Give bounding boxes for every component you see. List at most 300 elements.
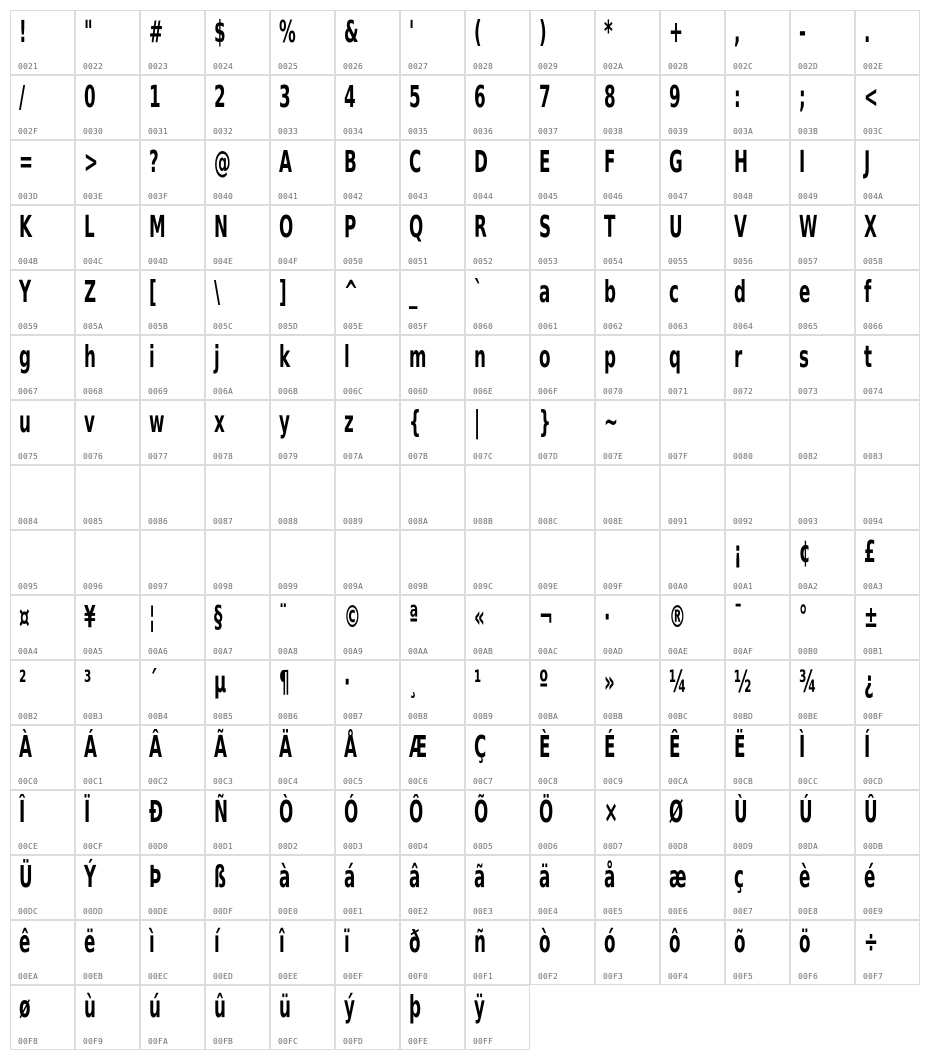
glyph-sample: ": [84, 15, 93, 50]
glyph-cell: [660, 335, 725, 400]
glyph-sample: d: [734, 275, 746, 310]
glyph-codepoint-label: 00B0: [798, 647, 819, 656]
glyph-codepoint-label: 0079: [278, 452, 299, 461]
glyph-cell: [530, 10, 595, 75]
glyph-sample: ·: [344, 665, 351, 700]
glyph-sample: û: [214, 990, 226, 1025]
glyph-cell: [725, 660, 790, 725]
glyph-codepoint-label: 00F4: [668, 972, 689, 981]
glyph-codepoint-label: 0074: [863, 387, 884, 396]
glyph-codepoint-label: 00EB: [83, 972, 104, 981]
glyph-codepoint-label: 0054: [603, 257, 624, 266]
glyph-codepoint-label: 005D: [278, 322, 299, 331]
glyph-codepoint-label: 0040: [213, 192, 234, 201]
glyph-codepoint-label: 00CE: [18, 842, 39, 851]
glyph-sample: ¢: [799, 535, 811, 570]
glyph-codepoint-label: 0066: [863, 322, 884, 331]
glyph-sample: 7: [539, 80, 551, 115]
glyph-codepoint-label: 00F7: [863, 972, 884, 981]
glyph-codepoint-label: 00B4: [148, 712, 169, 721]
glyph-sample: G: [669, 145, 683, 180]
glyph-codepoint-label: 0050: [343, 257, 364, 266]
glyph-codepoint-label: 0057: [798, 257, 819, 266]
glyph-sample: Ç: [474, 730, 487, 765]
glyph-sample: .: [864, 15, 871, 50]
glyph-cell: [140, 400, 205, 465]
glyph-cell: [335, 595, 400, 660]
glyph-codepoint-label: 0078: [213, 452, 234, 461]
glyph-sample: ¯: [734, 600, 743, 635]
glyph-sample: ´: [149, 665, 158, 700]
glyph-codepoint-label: 002A: [603, 62, 624, 71]
glyph-sample: ð: [409, 925, 421, 960]
glyph-sample: á: [344, 860, 356, 895]
glyph-cell: [400, 985, 465, 1050]
glyph-cell: [595, 400, 660, 465]
glyph-codepoint-label: 00BE: [798, 712, 819, 721]
glyph-cell: [660, 855, 725, 920]
glyph-sample: c: [669, 275, 679, 310]
glyph-cell: [595, 530, 660, 595]
glyph-cell: [530, 855, 595, 920]
glyph-cell: [790, 465, 855, 530]
glyph-sample: Ì: [799, 730, 806, 765]
glyph-sample: ?: [149, 145, 159, 180]
glyph-sample: Ù: [734, 795, 748, 830]
glyph-cell: [465, 920, 530, 985]
glyph-codepoint-label: 00A2: [798, 582, 819, 591]
glyph-cell: [400, 595, 465, 660]
glyph-sample: þ: [409, 990, 421, 1025]
glyph-sample: !: [19, 15, 27, 50]
glyph-sample: u: [19, 405, 31, 440]
glyph-sample: 5: [409, 80, 421, 115]
glyph-sample: ]: [279, 275, 287, 310]
glyph-cell: [270, 530, 335, 595]
glyph-cell: [75, 75, 140, 140]
glyph-codepoint-label: 00DA: [798, 842, 819, 851]
glyph-cell: [270, 465, 335, 530]
glyph-cell: [205, 75, 270, 140]
glyph-codepoint-label: 00AC: [538, 647, 559, 656]
glyph-cell: [855, 205, 920, 270]
glyph-sample: N: [214, 210, 229, 245]
glyph-cell: [205, 790, 270, 855]
glyph-sample: v: [84, 405, 95, 440]
glyph-cell: [270, 790, 335, 855]
glyph-codepoint-label: 00D0: [148, 842, 169, 851]
glyph-codepoint-label: 002D: [798, 62, 819, 71]
glyph-codepoint-label: 00AF: [733, 647, 754, 656]
glyph-codepoint-label: 0062: [603, 322, 624, 331]
glyph-sample: Õ: [474, 795, 489, 830]
glyph-codepoint-label: 0069: [148, 387, 169, 396]
glyph-codepoint-label: 0093: [798, 517, 819, 526]
glyph-codepoint-label: 00CF: [83, 842, 104, 851]
glyph-codepoint-label: 00D5: [473, 842, 494, 851]
glyph-codepoint-label: 005E: [343, 322, 364, 331]
glyph-codepoint-label: 002E: [863, 62, 884, 71]
glyph-cell: [855, 10, 920, 75]
glyph-cell: [335, 790, 400, 855]
glyph-cell: [855, 270, 920, 335]
glyph-codepoint-label: 00BF: [863, 712, 884, 721]
glyph-cell: [530, 725, 595, 790]
glyph-codepoint-label: 00DC: [18, 907, 39, 916]
glyph-cell: [790, 790, 855, 855]
glyph-codepoint-label: 006B: [278, 387, 299, 396]
glyph-codepoint-label: 0043: [408, 192, 429, 201]
glyph-codepoint-label: 0021: [18, 62, 39, 71]
glyph-cell: [140, 10, 205, 75]
glyph-cell: [140, 205, 205, 270]
glyph-codepoint-label: 0031: [148, 127, 169, 136]
glyph-codepoint-label: 009F: [603, 582, 624, 591]
glyph-codepoint-label: 0058: [863, 257, 884, 266]
glyph-codepoint-label: 007E: [603, 452, 624, 461]
glyph-codepoint-label: 009A: [343, 582, 364, 591]
glyph-cell: [10, 660, 75, 725]
glyph-cell: [400, 790, 465, 855]
glyph-codepoint-label: 002C: [733, 62, 754, 71]
glyph-codepoint-label: 0072: [733, 387, 754, 396]
glyph-cell: [855, 920, 920, 985]
glyph-codepoint-label: 00FB: [213, 1037, 234, 1046]
glyph-cell: [205, 465, 270, 530]
glyph-cell: [660, 725, 725, 790]
glyph-codepoint-label: 00E8: [798, 907, 819, 916]
glyph-codepoint-label: 00FE: [408, 1037, 429, 1046]
glyph-codepoint-label: 00CB: [733, 777, 754, 786]
glyph-sample: Ê: [669, 730, 681, 765]
glyph-cell: [205, 530, 270, 595]
glyph-sample: e: [799, 275, 811, 310]
glyph-codepoint-label: 0098: [213, 582, 234, 591]
glyph-sample: Ò: [279, 795, 294, 830]
glyph-codepoint-label: 009C: [473, 582, 494, 591]
glyph-codepoint-label: 0065: [798, 322, 819, 331]
glyph-cell: [75, 725, 140, 790]
glyph-cell: [465, 10, 530, 75]
glyph-sample: M: [149, 210, 166, 245]
glyph-cell: [335, 10, 400, 75]
glyph-codepoint-label: 00CC: [798, 777, 819, 786]
glyph-codepoint-label: 0063: [668, 322, 689, 331]
glyph-sample: &: [344, 15, 359, 50]
glyph-codepoint-label: 00DF: [213, 907, 234, 916]
glyph-sample: f: [864, 275, 872, 310]
glyph-cell: [465, 270, 530, 335]
glyph-sample: ¬: [539, 600, 554, 635]
glyph-sample: A: [279, 145, 292, 180]
glyph-cell: [530, 595, 595, 660]
glyph-cell: [75, 465, 140, 530]
glyph-cell: [75, 660, 140, 725]
glyph-sample: Ó: [344, 795, 359, 830]
glyph-codepoint-label: 0075: [18, 452, 39, 461]
glyph-sample: ~: [604, 405, 619, 440]
glyph-sample: X: [864, 210, 877, 245]
glyph-cell: [270, 205, 335, 270]
glyph-codepoint-label: 0047: [668, 192, 689, 201]
glyph-cell: [790, 855, 855, 920]
glyph-codepoint-label: 0046: [603, 192, 624, 201]
glyph-codepoint-label: 0059: [18, 322, 39, 331]
glyph-sample: Ö: [539, 795, 554, 830]
glyph-cell: [855, 725, 920, 790]
glyph-sample: y: [279, 405, 290, 440]
glyph-cell: [595, 725, 660, 790]
glyph-sample: Á: [84, 730, 97, 765]
glyph-cell: [400, 400, 465, 465]
glyph-codepoint-label: 0099: [278, 582, 299, 591]
glyph-cell: [140, 855, 205, 920]
glyph-cell: [205, 985, 270, 1050]
glyph-sample: a: [539, 275, 551, 310]
glyph-codepoint-label: 0083: [863, 452, 884, 461]
glyph-sample: P: [344, 210, 357, 245]
glyph-cell: [595, 75, 660, 140]
glyph-cell: [465, 465, 530, 530]
glyph-cell: [660, 920, 725, 985]
glyph-cell: [725, 335, 790, 400]
glyph-codepoint-label: 0032: [213, 127, 234, 136]
glyph-cell: [205, 400, 270, 465]
glyph-cell: [270, 335, 335, 400]
glyph-codepoint-label: 00CD: [863, 777, 884, 786]
glyph-sample: S: [539, 210, 552, 245]
glyph-cell: [10, 920, 75, 985]
glyph-sample: ö: [799, 925, 811, 960]
glyph-codepoint-label: 00B7: [343, 712, 364, 721]
glyph-sample: ¤: [19, 600, 30, 635]
glyph-cell: [725, 400, 790, 465]
glyph-cell: [660, 75, 725, 140]
glyph-codepoint-label: 00EC: [148, 972, 169, 981]
glyph-sample: §: [214, 600, 223, 635]
glyph-codepoint-label: 005B: [148, 322, 169, 331]
glyph-cell: [725, 10, 790, 75]
glyph-cell: [205, 595, 270, 660]
glyph-sample: ±: [864, 600, 879, 635]
glyph-cell: [140, 985, 205, 1050]
glyph-codepoint-label: 004A: [863, 192, 884, 201]
glyph-sample: Â: [149, 730, 162, 765]
glyph-sample: h: [84, 340, 96, 375]
glyph-sample: Ë: [734, 730, 746, 765]
glyph-sample: %: [279, 15, 296, 50]
glyph-codepoint-label: 0041: [278, 192, 299, 201]
glyph-cell: [10, 205, 75, 270]
glyph-codepoint-label: 0092: [733, 517, 754, 526]
glyph-codepoint-label: 007C: [473, 452, 494, 461]
glyph-cell: [530, 335, 595, 400]
glyph-cell: [530, 205, 595, 270]
glyph-codepoint-label: 00E3: [473, 907, 494, 916]
glyph-sample: J: [864, 145, 871, 180]
glyph-sample: T: [604, 210, 616, 245]
glyph-sample: D: [474, 145, 488, 180]
glyph-codepoint-label: 00B9: [473, 712, 494, 721]
glyph-codepoint-label: 00DD: [83, 907, 104, 916]
glyph-codepoint-label: 0080: [733, 452, 754, 461]
glyph-codepoint-label: 00AD: [603, 647, 624, 656]
glyph-codepoint-label: 0052: [473, 257, 494, 266]
glyph-cell: [855, 400, 920, 465]
glyph-codepoint-label: 0095: [18, 582, 39, 591]
glyph-cell: [75, 205, 140, 270]
glyph-codepoint-label: 006F: [538, 387, 559, 396]
glyph-cell: [140, 75, 205, 140]
glyph-sample: ú: [149, 990, 161, 1025]
glyph-cell: [205, 205, 270, 270]
glyph-sample: ¶: [279, 665, 290, 700]
glyph-codepoint-label: 00C6: [408, 777, 429, 786]
glyph-cell: [530, 660, 595, 725]
glyph-codepoint-label: 00A3: [863, 582, 884, 591]
glyph-cell: [725, 595, 790, 660]
glyph-cell: [335, 205, 400, 270]
glyph-cell: [790, 335, 855, 400]
glyph-codepoint-label: 0094: [863, 517, 884, 526]
glyph-sample: î: [279, 925, 285, 960]
glyph-sample: Ý: [84, 860, 97, 895]
glyph-codepoint-label: 0067: [18, 387, 39, 396]
glyph-cell: [335, 725, 400, 790]
glyph-sample: j: [214, 340, 220, 375]
glyph-cell: [595, 205, 660, 270]
glyph-codepoint-label: 00BB: [603, 712, 624, 721]
glyph-sample: *: [604, 15, 613, 50]
glyph-codepoint-label: 008E: [603, 517, 624, 526]
glyph-sample: ë: [84, 925, 96, 960]
glyph-cell: [270, 140, 335, 205]
glyph-sample: =: [19, 145, 34, 180]
glyph-codepoint-label: 0030: [83, 127, 104, 136]
glyph-sample: ½: [734, 665, 752, 700]
glyph-cell: [10, 790, 75, 855]
glyph-cell: [465, 75, 530, 140]
glyph-sample: ;: [799, 80, 806, 115]
glyph-codepoint-label: 00C8: [538, 777, 559, 786]
glyph-codepoint-label: 00C2: [148, 777, 169, 786]
glyph-codepoint-label: 0089: [343, 517, 364, 526]
glyph-codepoint-label: 00B6: [278, 712, 299, 721]
glyph-sample: Ø: [669, 795, 684, 830]
glyph-codepoint-label: 0084: [18, 517, 39, 526]
glyph-cell: [465, 140, 530, 205]
glyph-codepoint-label: 008A: [408, 517, 429, 526]
glyph-sample: ù: [84, 990, 96, 1025]
glyph-codepoint-label: 00F9: [83, 1037, 104, 1046]
glyph-cell: [10, 985, 75, 1050]
glyph-cell: [270, 595, 335, 660]
glyph-codepoint-label: 00D6: [538, 842, 559, 851]
glyph-cell: [205, 855, 270, 920]
glyph-cell: [10, 140, 75, 205]
glyph-codepoint-label: 005F: [408, 322, 429, 331]
glyph-codepoint-label: 007F: [668, 452, 689, 461]
glyph-sample: C: [409, 145, 422, 180]
glyph-cell: [790, 595, 855, 660]
glyph-codepoint-label: 0086: [148, 517, 169, 526]
glyph-cell: [140, 790, 205, 855]
glyph-cell: [75, 595, 140, 660]
glyph-codepoint-label: 0044: [473, 192, 494, 201]
glyph-sample: 6: [474, 80, 486, 115]
glyph-sample: ^: [344, 275, 359, 310]
glyph-sample: Z: [84, 275, 97, 310]
glyph-cell: [205, 270, 270, 335]
glyph-codepoint-label: 00A7: [213, 647, 234, 656]
glyph-cell: [75, 790, 140, 855]
glyph-codepoint-label: 00E7: [733, 907, 754, 916]
glyph-cell: [725, 530, 790, 595]
glyph-cell: [660, 660, 725, 725]
glyph-codepoint-label: 00FA: [148, 1037, 169, 1046]
glyph-codepoint-label: 00B5: [213, 712, 234, 721]
glyph-codepoint-label: 004E: [213, 257, 234, 266]
glyph-sample: w: [149, 405, 165, 440]
glyph-codepoint-label: 0073: [798, 387, 819, 396]
glyph-cell: [270, 920, 335, 985]
glyph-cell: [725, 920, 790, 985]
glyph-sample: ê: [19, 925, 31, 960]
glyph-codepoint-label: 004D: [148, 257, 169, 266]
glyph-codepoint-label: 0027: [408, 62, 429, 71]
glyph-codepoint-label: 0023: [148, 62, 169, 71]
glyph-cell: [400, 465, 465, 530]
glyph-cell: [725, 465, 790, 530]
glyph-cell: [790, 530, 855, 595]
glyph-codepoint-label: 0035: [408, 127, 429, 136]
glyph-sample: Ú: [799, 795, 813, 830]
glyph-sample: ó: [604, 925, 616, 960]
glyph-sample: ·: [604, 600, 611, 635]
glyph-cell: [725, 270, 790, 335]
glyph-codepoint-label: 00C3: [213, 777, 234, 786]
glyph-sample: L: [84, 210, 95, 245]
glyph-codepoint-label: 0024: [213, 62, 234, 71]
glyph-codepoint-label: 006C: [343, 387, 364, 396]
glyph-cell: [10, 530, 75, 595]
glyph-sample: ': [409, 15, 415, 50]
glyph-cell: [400, 335, 465, 400]
glyph-codepoint-label: 00A8: [278, 647, 299, 656]
glyph-sample: ø: [19, 990, 31, 1025]
glyph-cell: [790, 660, 855, 725]
glyph-sample: x: [214, 405, 225, 440]
glyph-codepoint-label: 00ED: [213, 972, 234, 981]
glyph-codepoint-label: 00E2: [408, 907, 429, 916]
glyph-cell: [335, 920, 400, 985]
glyph-sample: V: [734, 210, 747, 245]
glyph-sample: Ã: [214, 730, 227, 765]
glyph-cell: [335, 270, 400, 335]
glyph-sample: µ: [214, 665, 227, 700]
glyph-sample: q: [669, 340, 681, 375]
glyph-codepoint-label: 009E: [538, 582, 559, 591]
glyph-cell: [790, 75, 855, 140]
glyph-codepoint-label: 00EE: [278, 972, 299, 981]
glyph-sample: }: [539, 405, 551, 440]
glyph-sample: <: [864, 80, 879, 115]
glyph-cell: [855, 855, 920, 920]
glyph-codepoint-label: 003C: [863, 127, 884, 136]
glyph-sample: -: [799, 15, 806, 50]
glyph-cell: [530, 920, 595, 985]
glyph-codepoint-label: 00CA: [668, 777, 689, 786]
